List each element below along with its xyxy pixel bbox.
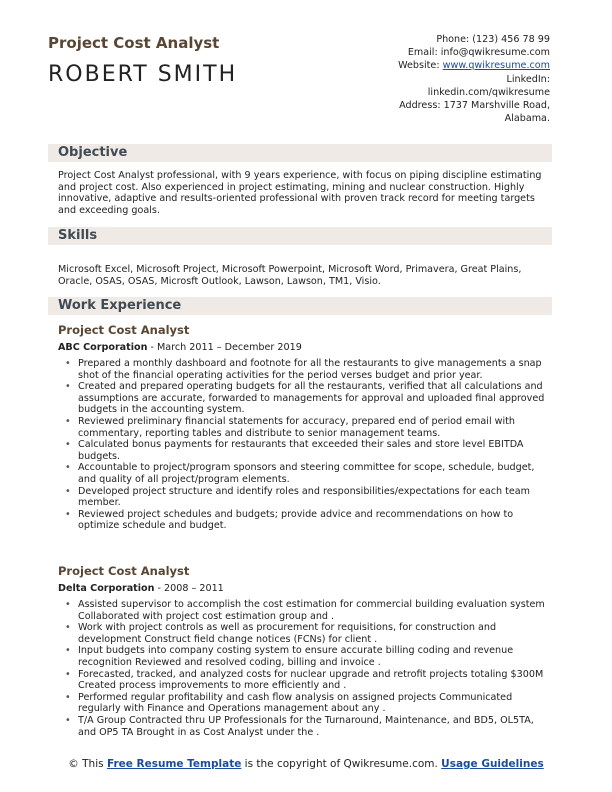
job-2-dates: - 2008 – 2011: [154, 583, 224, 594]
contact-linkedin-label: LinkedIn:: [506, 73, 550, 85]
website-link[interactable]: www.qwikresume.com: [442, 60, 550, 72]
contact-linkedin-value: linkedin.com/qwikresume: [427, 86, 550, 98]
contact-block: [290, 33, 550, 125]
job-2-company: Delta Corporation: [58, 583, 155, 594]
list-item: • Created and prepared operating budgets for all the restaurants, verified that all calculations and assumptions are accurate, forwarded to managements for approval and uploaded final approved budgets in the accounting system.: [78, 381, 552, 416]
contact-address-line2: Alabama.: [504, 113, 550, 125]
contact-phone: Phone: (123) 456 78 99: [436, 34, 550, 45]
list-item: • Prepared a monthly dashboard and footnote for all the restaurants to give managements a snap shot of the financial operating activities for the period verses budget and prior year.: [78, 358, 552, 381]
list-item: • Reviewed preliminary financial statements for accuracy, prepared end of period email with commentary, reporting tables and distribute to senior management teams.: [78, 416, 552, 439]
list-item: • Performed regular profitability and cash flow analysis on assigned projects Communicated regularly with Finance and Operations management about any .: [78, 692, 552, 715]
resume-job-title: Project Cost Analyst: [48, 34, 220, 52]
job-1-title: Project Cost Analyst: [58, 323, 190, 337]
list-item: • Accountable to project/program sponsors and steering committee for scope, schedule, budget, and quality of all project/program elements.: [78, 462, 552, 485]
list-item: • Work with project controls as well as procurement for requisitions, for construction and development Construct field change notices (FCNs) for client .: [78, 622, 552, 645]
footer-middle: is the copyright of Qwikresume.com.: [241, 758, 442, 770]
list-item: • Input budgets into company costing system to ensure accurate billing coding and revenue recognition Reviewed and resolved coding, billing and invoice .: [78, 645, 552, 668]
free-resume-template-link[interactable]: Free Resume Template: [106, 758, 242, 770]
work-section-header: [48, 297, 552, 315]
list-item: • Reviewed project schedules and budgets; provide advice and recommendations on how to optimize schedule and budget.: [78, 509, 552, 532]
job-2-bullets: [78, 599, 552, 738]
job-1-company: ABC Corporation: [58, 342, 148, 353]
footer-prefix: © This: [68, 758, 107, 770]
contact-website: [290, 59, 550, 72]
website-label: Website:: [398, 60, 443, 72]
job-2-company-line: [58, 583, 224, 594]
candidate-name: ROBERT SMITH: [48, 62, 238, 87]
work-heading: Work Experience: [58, 298, 182, 313]
objective-text: Project Cost Analyst professional, with 9 years experience, with focus on piping discipline estimating and project cost. Also experienced in project estimating, mining and nuclear construction. Highly innovative, adaptive and results-oriented professional with proven track record for meeting targets and exceeding goals.: [58, 170, 542, 216]
skills-text: Microsoft Excel, Microsoft Project, Microsoft Powerpoint, Microsoft Word, Primavera, Great Plains, Oracle, OSAS, OSAS, Microsft Outlook, Lawson, Lawson, TM1, Visio.: [58, 264, 522, 287]
job-1-dates: - March 2011 – December 2019: [147, 342, 302, 353]
list-item: • Forecasted, tracked, and analyzed costs for nuclear upgrade and retrofit projects totaling $300M Created process improvements to more efficiently and .: [78, 669, 552, 692]
list-item: • T/A Group Contracted thru UP Professionals for the Turnaround, Maintenance, and BD5, OL5TA, and OP5 TA Brought in as Cost Analyst under the .: [78, 715, 552, 738]
list-item: • Developed project structure and identify roles and responsibilities/expectations for each team member.: [78, 486, 552, 509]
skills-heading: Skills: [58, 228, 98, 243]
job-1-company-line: [58, 342, 302, 353]
contact-address-line1: Address: 1737 Marshville Road,: [399, 100, 550, 112]
contact-email: Email: info@qwikresume.com: [407, 47, 550, 59]
footer: [40, 758, 572, 771]
list-item: • Calculated bonus payments for restaurants that exceeded their sales and store level EBITDA budgets.: [78, 439, 552, 462]
job-2-title: Project Cost Analyst: [58, 564, 190, 578]
objective-heading: Objective: [58, 145, 128, 160]
list-item: • Assisted supervisor to accomplish the cost estimation for commercial building evaluation system Collaborated with project cost estimation group and .: [78, 599, 552, 622]
usage-guidelines-link[interactable]: Usage Guidelines: [441, 758, 544, 770]
objective-section-header: [48, 144, 552, 162]
skills-section-header: [48, 227, 552, 245]
job-1-bullets: [78, 358, 552, 532]
